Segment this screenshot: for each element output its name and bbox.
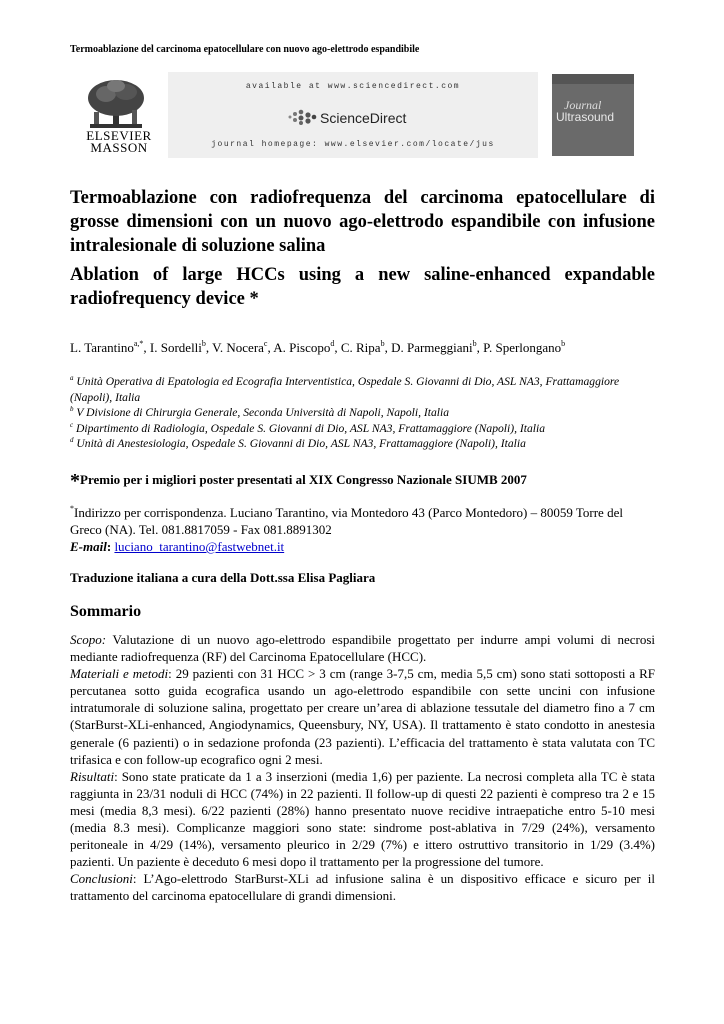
elsevier-logo <box>70 72 168 158</box>
english-title: Ablation of large HCCs using a new saline-enhanced expandable radiofrequency device * <box>70 265 655 309</box>
publisher-name-line1: ELSEVIER <box>86 128 152 143</box>
translation-credit: Traduzione italiana a cura della Dott.ssa Elisa Pagliara <box>70 570 376 585</box>
author-affiliation-marker: d <box>330 339 335 348</box>
author-name: D. Parmeggiani <box>391 340 473 355</box>
cover-top-bar <box>552 74 634 84</box>
elsevier-tree-icon <box>84 78 148 130</box>
author-affiliation-marker: c <box>263 339 268 348</box>
abstract-section-text: : Sono state praticate da 1 a 3 inserzioni (media 1,6) per paziente. La necrosi completa alla TC è stata raggiunta in 23/31 noduli di HCC (74%) in 22 pazienti. Il follow-up di questi 22 pazienti è compreso tra 2 e 15 mesi (media 8,3 mesi). 6/22 pazienti (28%) hanno presentato nuove recidive intraepatiche entro 5-10 mesi (media 8.3 mesi). Complicanze maggiori sono state: sindrome post-ablativa in 7/29 (24%), versamento peritoneale in 4/29 (14%), versamento pleurico in 2/29 (7%) e ittero ostruttivo transitorio in 1/29 (3.4%) pazienti. Un paziente è deceduto 6 mesi dopo il trattamento per la progressione del tumore. <box>70 768 655 870</box>
cover-title-line1: Journal <box>564 98 602 112</box>
abstract-section-label: Conclusioni <box>70 871 133 887</box>
correspondence-note <box>70 504 655 555</box>
affiliation-text: Dipartimento di Radiologia, Ospedale S. Giovanni di Dio, ASL NA3, Frattamaggiore (Napoli), Italia <box>76 421 546 435</box>
author-separator: , <box>205 340 213 355</box>
email-link[interactable]: luciano_tarantino@fastwebnet.it <box>114 539 285 554</box>
available-at-text: available at www.sciencedirect.com <box>245 82 461 91</box>
abstract-section-text: Valutazione di un nuovo ago-elettrodo espandibile progettato per indurre ampi volumi di necrosi mediante radiofrequenza (RF) del Carcinoma Epatocellulare (HCC). <box>70 632 655 665</box>
cover-title-line2: Ultrasound <box>556 110 615 124</box>
author-affiliation-marker: b <box>561 339 566 348</box>
author-separator: , <box>476 340 484 355</box>
email-colon: : <box>106 539 115 554</box>
sciencedirect-name: ScienceDirect <box>320 110 407 126</box>
author-separator: , <box>143 340 150 355</box>
author-separator: , <box>334 340 341 355</box>
award-text: Premio per i migliori poster presentati al XIX Congresso Nazionale SIUMB 2007 <box>80 472 527 487</box>
author-separator: , <box>384 340 392 355</box>
affiliation-text: Unità di Anestesiologia, Ospedale S. Giovanni di Dio, ASL NA3, Frattamaggiore (Napoli), Italia <box>76 437 526 450</box>
abstract-section <box>70 631 655 665</box>
affiliation-key: a <box>70 374 74 382</box>
award-star: * <box>70 470 80 492</box>
affiliation-row <box>70 436 655 452</box>
affiliation-text: Unità Operativa di Epatologia ed Ecografia Interventistica, Ospedale S. Giovanni di Dio, ASL NA3, Frattamaggiore (Napoli), Italia <box>70 375 620 404</box>
author-name: P. Sperlongano <box>483 340 562 355</box>
journal-banner <box>70 72 655 158</box>
author-name: A. Piscopo <box>273 340 331 355</box>
affiliation-text: V Divisione di Chirurgia Generale, Seconda Università di Napoli, Napoli, Italia <box>76 406 449 419</box>
abstract-section-text: : 29 pazienti con 31 HCC > 3 cm (range 3-7,5 cm, media 5,5 cm) sono stati sottoposti a RF percutanea sotto guida ecografica usando un ago-elettrodo espandibile con sette uncini con infusione intratumorale di soluzione salina, progettato per creare un’area di ablazione tessutale del diametro fino a 7 cm (StarBurst-XLi-enhanced, Angiodynamics, Queensbury, NY, USA). Il trattamento è stato condotto in anestesia generale (6 pazienti) o in sedazione profonda (23 pazienti). L’efficacia del trattamento è stata valutata con TC trifasica e con follow-up ecografico ogni 2 mesi. <box>70 666 655 767</box>
correspondence-text: Indirizzo per corrispondenza. Luciano Tarantino, via Montedoro 43 (Parco Montedoro) – 80059 Torre del Greco (NA). Tel. 081.8817059 - Fax 081.8891302 <box>70 505 623 537</box>
award-note <box>70 470 527 493</box>
abstract-section-label: Risultati <box>70 768 115 784</box>
italian-title: Termoablazione con radiofrequenza del carcinoma epatocellulare di grosse dimensioni con un nuovo ago-elettrodo espandibile con infusione intralesionale di soluzione salina <box>70 188 655 256</box>
journal-homepage-text: journal homepage: www.elsevier.com/locate/jus <box>211 140 495 149</box>
abstract-heading: Sommario <box>70 603 142 620</box>
author-affiliation-marker: b <box>472 339 477 348</box>
abstract-section-text: : L’Ago-elettrodo StarBurst-XLi ad infusione salina è un dispositivo efficace e sicuro per il trattamento del carcinoma epatocellulare di grandi dimensioni. <box>70 871 655 904</box>
affiliation-key: b <box>70 405 74 413</box>
author-name: C. Ripa <box>340 340 381 355</box>
author-separator: , <box>267 340 274 355</box>
email-label: E-mail <box>70 539 107 554</box>
affiliation-row <box>70 374 655 405</box>
abstract-section <box>70 665 655 768</box>
affiliation-key: c <box>70 420 74 429</box>
abstract-body <box>70 631 655 905</box>
author-affiliation-marker: b <box>380 339 385 348</box>
correspondence-star: * <box>70 504 74 513</box>
journal-cover-image <box>552 74 634 156</box>
sciencedirect-box <box>168 72 538 158</box>
abstract-section-label: Materiali e metodi <box>70 666 169 682</box>
abstract-section <box>70 768 655 871</box>
author-list <box>70 340 670 356</box>
author-name: V. Nocera <box>212 340 264 355</box>
abstract-section <box>70 870 655 904</box>
author-affiliation-marker: b <box>201 339 206 348</box>
affiliation-row <box>70 421 655 437</box>
author-name: L. Tarantino <box>70 340 134 355</box>
running-head: Termoablazione del carcinoma epatocellulare con nuovo ago-elettrodo espandibile <box>70 44 420 55</box>
author-name: I. Sordelli <box>149 340 202 355</box>
affiliation-list <box>70 374 655 452</box>
abstract-section-label: Scopo: <box>70 632 107 647</box>
author-affiliation-marker: a,* <box>133 339 144 348</box>
sciencedirect-dots-icon <box>286 108 318 126</box>
publisher-name-line2: MASSON <box>90 140 148 155</box>
affiliation-row <box>70 405 655 421</box>
affiliation-key: d <box>70 436 74 444</box>
